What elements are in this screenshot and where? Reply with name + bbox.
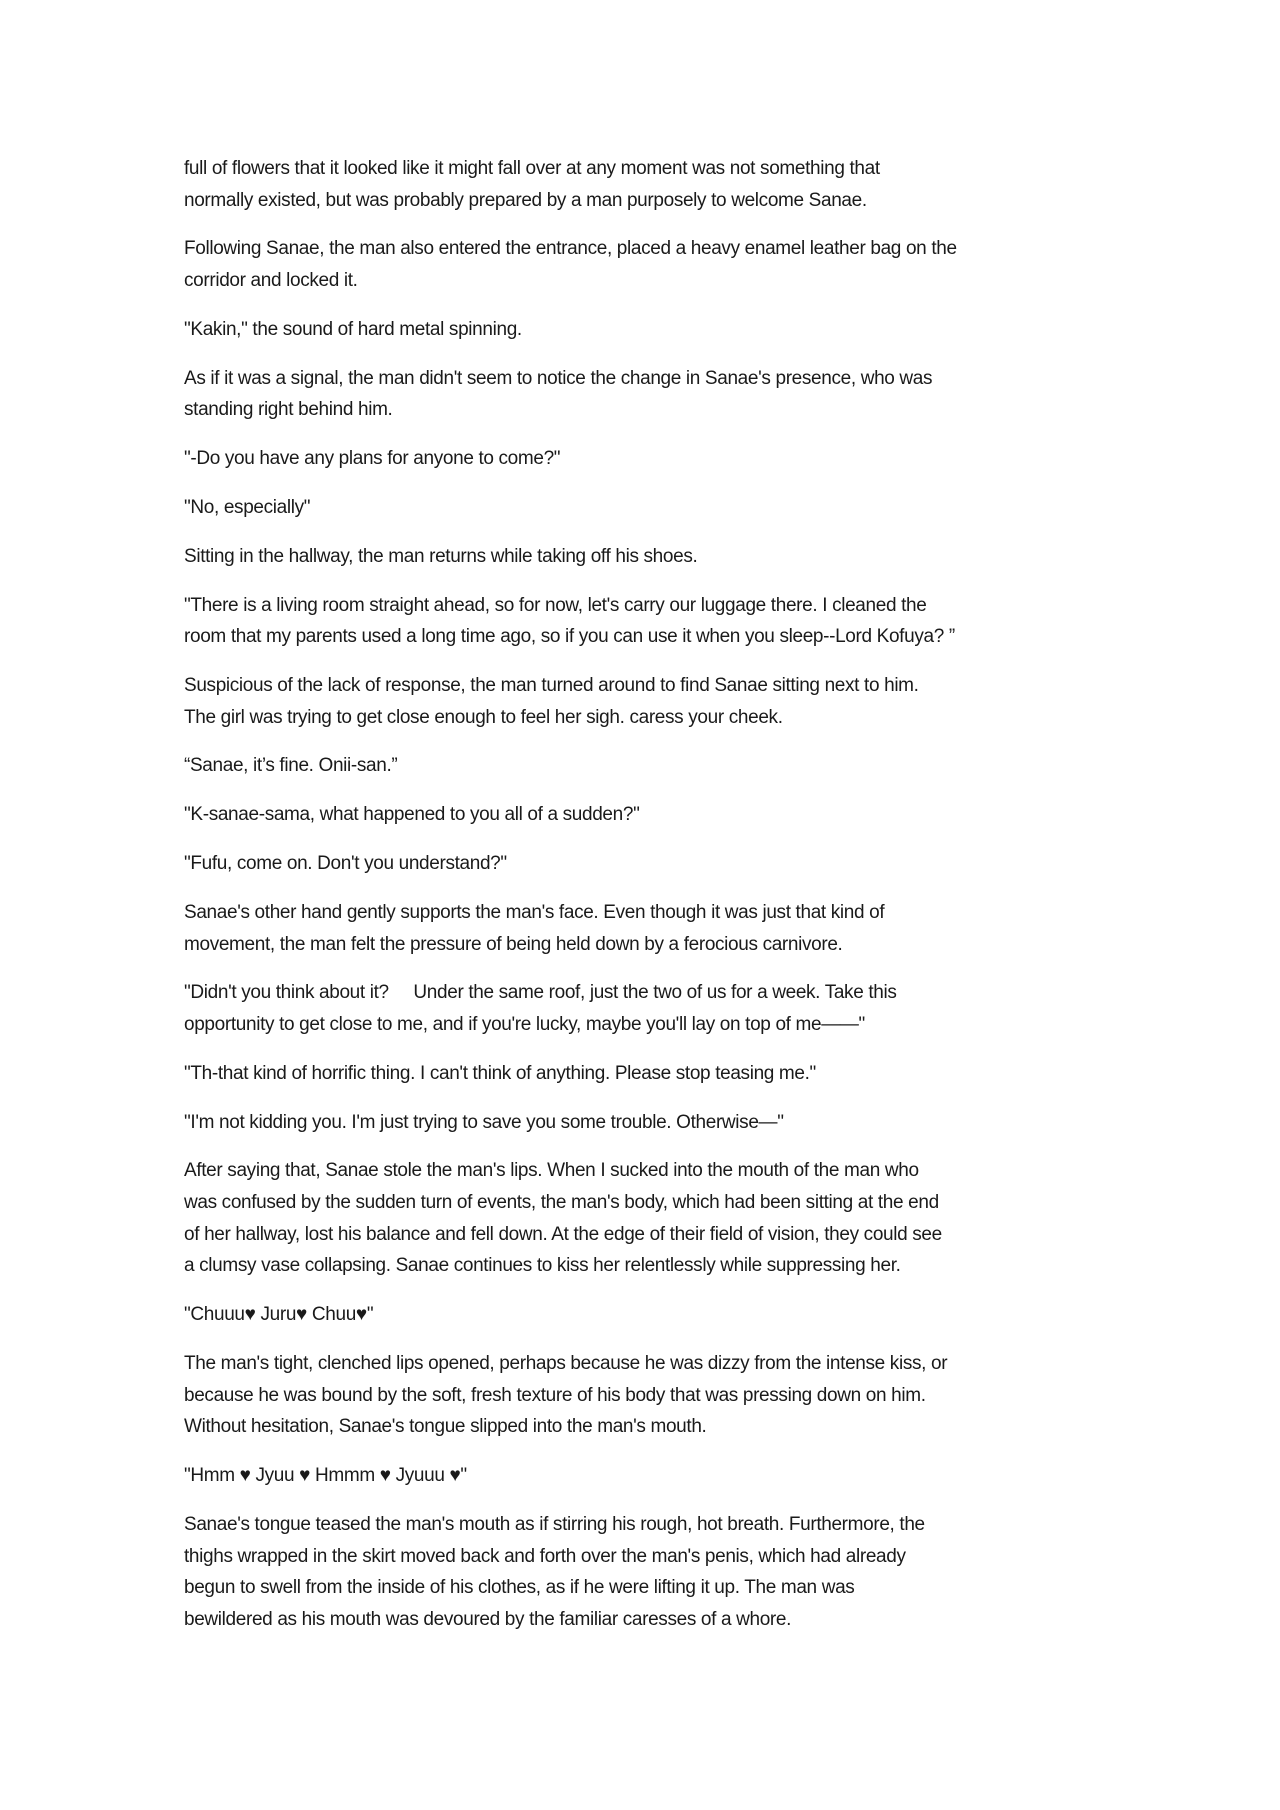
paragraph: [184, 233, 1124, 296]
paragraph: [184, 153, 1124, 216]
text-line: normally existed, but was probably prepared by a man purposely to welcome Sanae.: [184, 189, 867, 211]
text-line: Following Sanae, the man also entered the entrance, placed a heavy enamel leather bag on the: [184, 238, 957, 260]
text-line: movement, the man felt the pressure of being held down by a ferocious carnivore.: [184, 933, 843, 955]
paragraph: [184, 541, 1124, 573]
text-line: bewildered as his mouth was devoured by the familiar caresses of a whore.: [184, 1608, 792, 1630]
text-line: “Sanae, it’s fine. Onii-san.”: [184, 755, 398, 777]
text-line: Sanae's tongue teased the man's mouth as if stirring his rough, hot breath. Furthermore, the: [184, 1513, 925, 1535]
paragraph: [184, 443, 1124, 475]
paragraph: [184, 1509, 1124, 1636]
text-line: room that my parents used a long time ago, so if you can use it when you sleep--Lord Kofuya? ”: [184, 626, 955, 648]
text-line: The girl was trying to get close enough to feel her sigh. caress your cheek.: [184, 706, 783, 728]
paragraph: [184, 1107, 1124, 1139]
paragraph: [184, 590, 1124, 653]
paragraph: [184, 1460, 1124, 1492]
paragraph: [184, 1155, 1124, 1282]
text-line: After saying that, Sanae stole the man's lips. When I sucked into the mouth of the man who: [184, 1160, 919, 1182]
text-line: "Chuuu♥ Juru♥ Chuu♥": [184, 1304, 374, 1326]
paragraph: [184, 492, 1124, 524]
paragraph: [184, 799, 1124, 831]
text-line: Without hesitation, Sanae's tongue slipped into the man's mouth.: [184, 1416, 707, 1438]
paragraph: [184, 314, 1124, 346]
text-line: thighs wrapped in the skirt moved back and forth over the man's penis, which had already: [184, 1545, 906, 1567]
paragraph: [184, 848, 1124, 880]
text-line: "I'm not kidding you. I'm just trying to save you some trouble. Otherwise—": [184, 1111, 784, 1133]
text-line: The man's tight, clenched lips opened, perhaps because he was dizzy from the intense kiss, or: [184, 1352, 948, 1374]
text-line: "Th-that kind of horrific thing. I can't think of anything. Please stop teasing me.": [184, 1062, 816, 1084]
text-line: was confused by the sudden turn of events, the man's body, which had been sitting at the end: [184, 1192, 939, 1213]
text-line: begun to swell from the inside of his clothes, as if he were lifting it up. The man was: [184, 1577, 855, 1599]
text-line: full of flowers that it looked like it might fall over at any moment was not something that: [184, 158, 880, 179]
text-line: Suspicious of the lack of response, the man turned around to find Sanae sitting next to him.: [184, 675, 919, 696]
paragraph: [184, 1299, 1124, 1331]
text-line: "Kakin," the sound of hard metal spinning.: [184, 318, 522, 340]
text-line: because he was bound by the soft, fresh texture of his body that was pressing down on him.: [184, 1384, 926, 1406]
text-line: "Hmm ♥ Jyuu ♥ Hmmm ♥ Jyuuu ♥": [184, 1465, 467, 1487]
paragraph: [184, 363, 1124, 426]
document-page: [184, 153, 1124, 1653]
text-line: "There is a living room straight ahead, so for now, let's carry our luggage there. I cleaned the: [184, 594, 927, 616]
text-line: "Didn't you think about it? Under the same roof, just the two of us for a week. Take this: [184, 982, 897, 1004]
text-line: "No, especially": [184, 496, 311, 518]
text-line: Sitting in the hallway, the man returns while taking off his shoes.: [184, 545, 698, 567]
text-line: a clumsy vase collapsing. Sanae continues to kiss her relentlessly while suppressing her.: [184, 1255, 901, 1277]
text-line: standing right behind him.: [184, 399, 393, 421]
paragraph: [184, 670, 1124, 733]
paragraph: [184, 1348, 1124, 1443]
text-line: "-Do you have any plans for anyone to come?": [184, 448, 561, 470]
text-line: As if it was a signal, the man didn't seem to notice the change in Sanae's presence, who was: [184, 367, 933, 389]
text-line: opportunity to get close to me, and if you're lucky, maybe you'll lay on top of me——": [184, 1013, 865, 1035]
text-line: Sanae's other hand gently supports the man's face. Even though it was just that kind of: [184, 901, 885, 923]
text-line: "K-sanae-sama, what happened to you all of a sudden?": [184, 804, 640, 826]
text-line: "Fufu, come on. Don't you understand?": [184, 853, 507, 875]
text-line: of her hallway, lost his balance and fell down. At the edge of their field of vision, they could see: [184, 1223, 942, 1245]
text-line: corridor and locked it.: [184, 270, 358, 292]
paragraph: [184, 977, 1124, 1040]
paragraph: [184, 1058, 1124, 1090]
paragraph: [184, 897, 1124, 960]
paragraph: [184, 750, 1124, 782]
